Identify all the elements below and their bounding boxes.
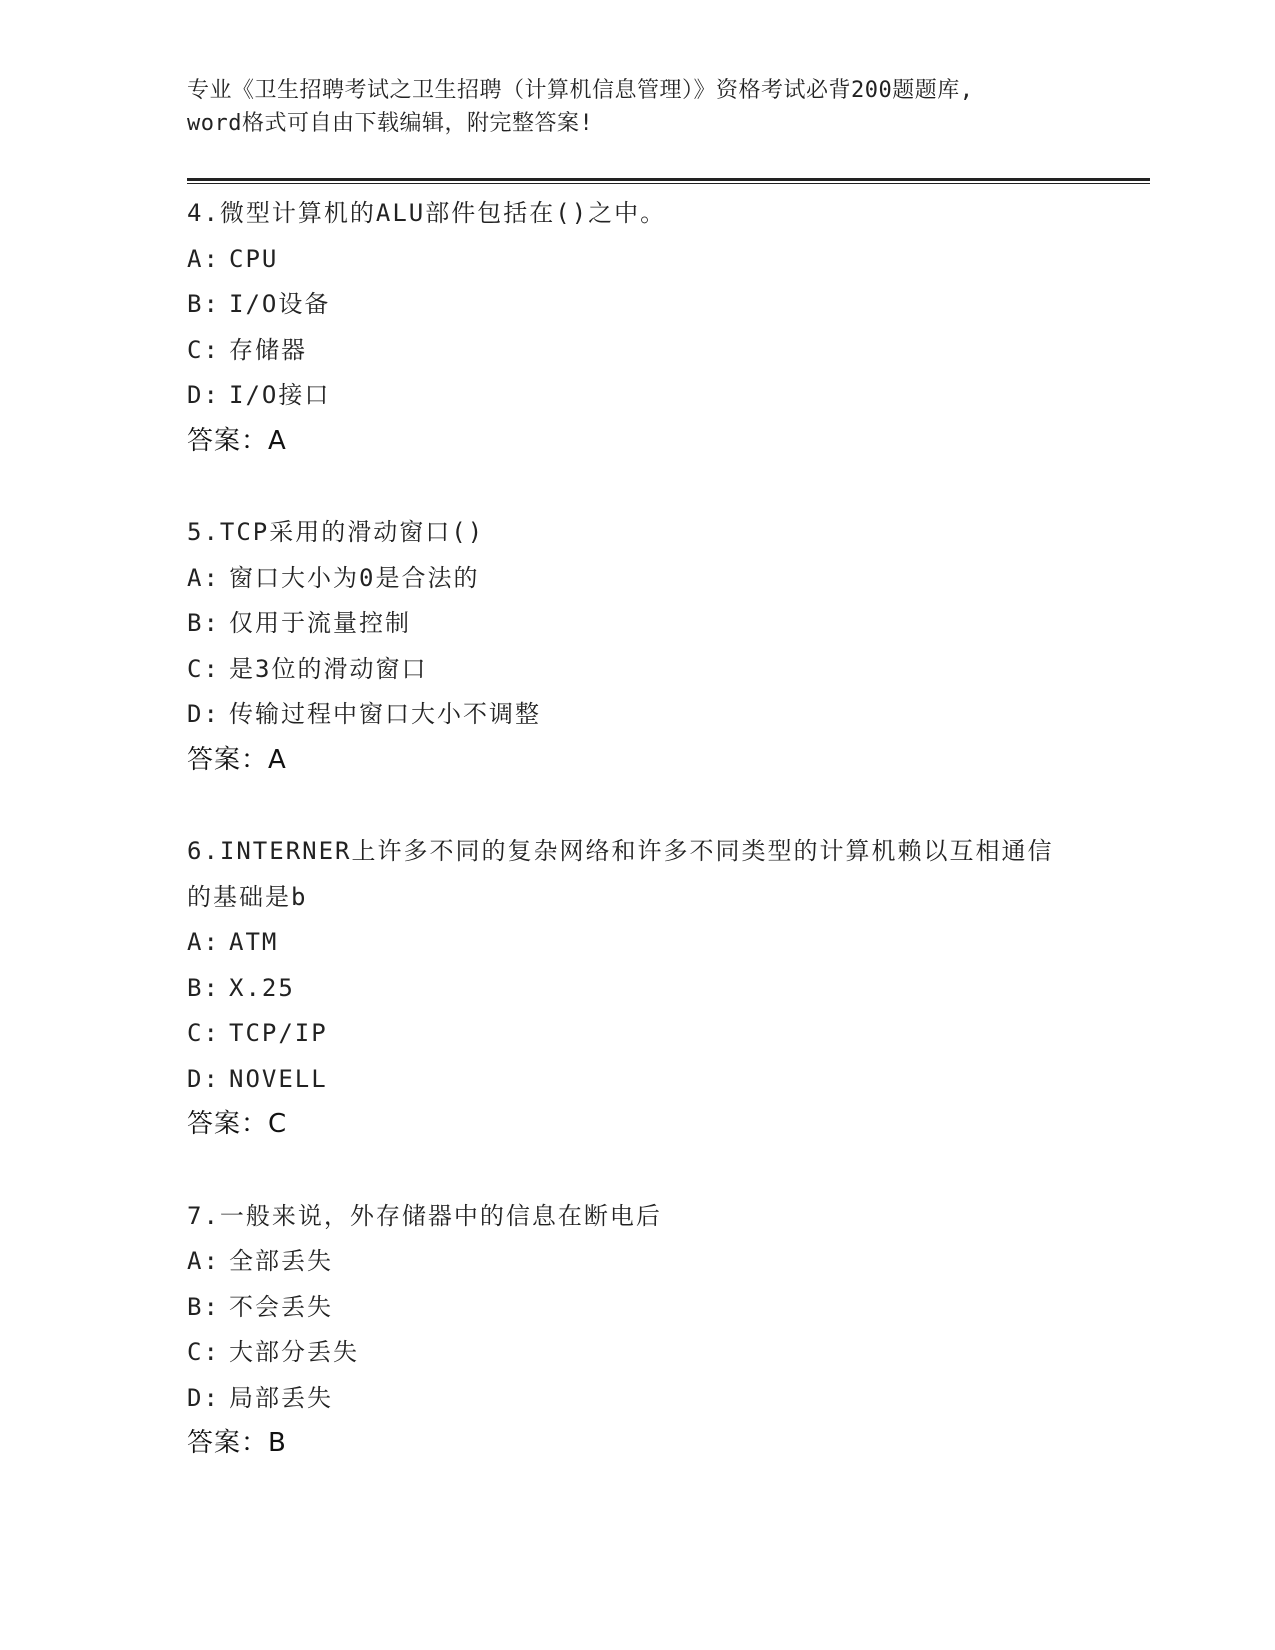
document-header [187,74,1087,140]
option-text: I/O设备 [229,290,331,318]
option-d [187,373,1087,419]
option-key: A: [187,1247,220,1275]
option-a [187,556,1087,602]
header-line-2: word格式可自由下载编辑，附完整答案! [187,111,594,136]
option-key: D: [187,1383,220,1412]
answer-line: 答案：C [187,1109,288,1139]
answer-line: 答案：A [187,744,287,775]
option-key: D: [187,1064,220,1093]
option-text: TCP/IP [229,1019,328,1047]
option-a [187,237,1087,283]
question-4 [187,191,1087,464]
option-text: 窗口大小为0是合法的 [229,563,480,592]
option-text: 全部丢失 [229,1247,333,1275]
option-text: 不会丢失 [229,1292,333,1321]
option-c [187,1011,1087,1057]
header-line-1: 专业《卫生招聘考试之卫生招聘（计算机信息管理）》资格考试必背200题题库, [187,78,974,103]
question-6 [187,829,1087,1148]
option-b [187,601,1087,647]
option-text: X.25 [229,973,295,1002]
option-key: B: [187,609,220,637]
option-key: A: [187,244,220,273]
option-text: I/O接口 [229,381,331,409]
option-key: B: [187,290,220,318]
option-text: 存储器 [229,335,307,364]
option-text: CPU [229,244,279,273]
option-text: ATM [229,928,279,956]
answer-line: 答案：B [187,1428,287,1458]
option-text: 局部丢失 [229,1383,333,1412]
option-c [187,328,1087,374]
option-key: A: [187,563,220,592]
option-key: C: [187,1019,220,1047]
option-d [187,1057,1087,1103]
option-text: 大部分丢失 [229,1338,359,1366]
option-a [187,1239,1087,1285]
answer-line: 答案：A [187,425,287,456]
option-key: B: [187,1292,220,1321]
option-key: B: [187,973,220,1002]
question-stem: 7.一般来说，外存储器中的信息在断电后 [187,1201,662,1230]
option-key: C: [187,1338,220,1366]
header-divider-thin [187,183,1150,184]
question-7 [187,1194,1087,1467]
option-c [187,647,1087,693]
option-c [187,1330,1087,1376]
option-d [187,1376,1087,1422]
question-list [187,191,1087,1513]
option-key: C: [187,335,220,364]
option-key: D: [187,700,220,728]
option-key: C: [187,654,220,683]
option-key: D: [187,381,220,409]
option-b [187,966,1087,1012]
option-d [187,692,1087,738]
question-5 [187,510,1087,783]
option-key: A: [187,928,220,956]
option-b [187,1285,1087,1331]
question-stem: 6.INTERNER上许多不同的复杂网络和许多不同类型的计算机赖以互相通信的基础是b [187,837,1054,911]
header-divider-thick [187,178,1150,181]
question-stem: 4.微型计算机的ALU部件包括在()之中。 [187,199,667,227]
option-text: NOVELL [229,1064,328,1093]
option-b [187,282,1087,328]
question-stem: 5.TCP采用的滑动窗口() [187,518,485,546]
option-a [187,920,1087,966]
option-text: 是3位的滑动窗口 [229,654,428,683]
option-text: 传输过程中窗口大小不调整 [229,700,541,728]
option-text: 仅用于流量控制 [229,609,411,637]
